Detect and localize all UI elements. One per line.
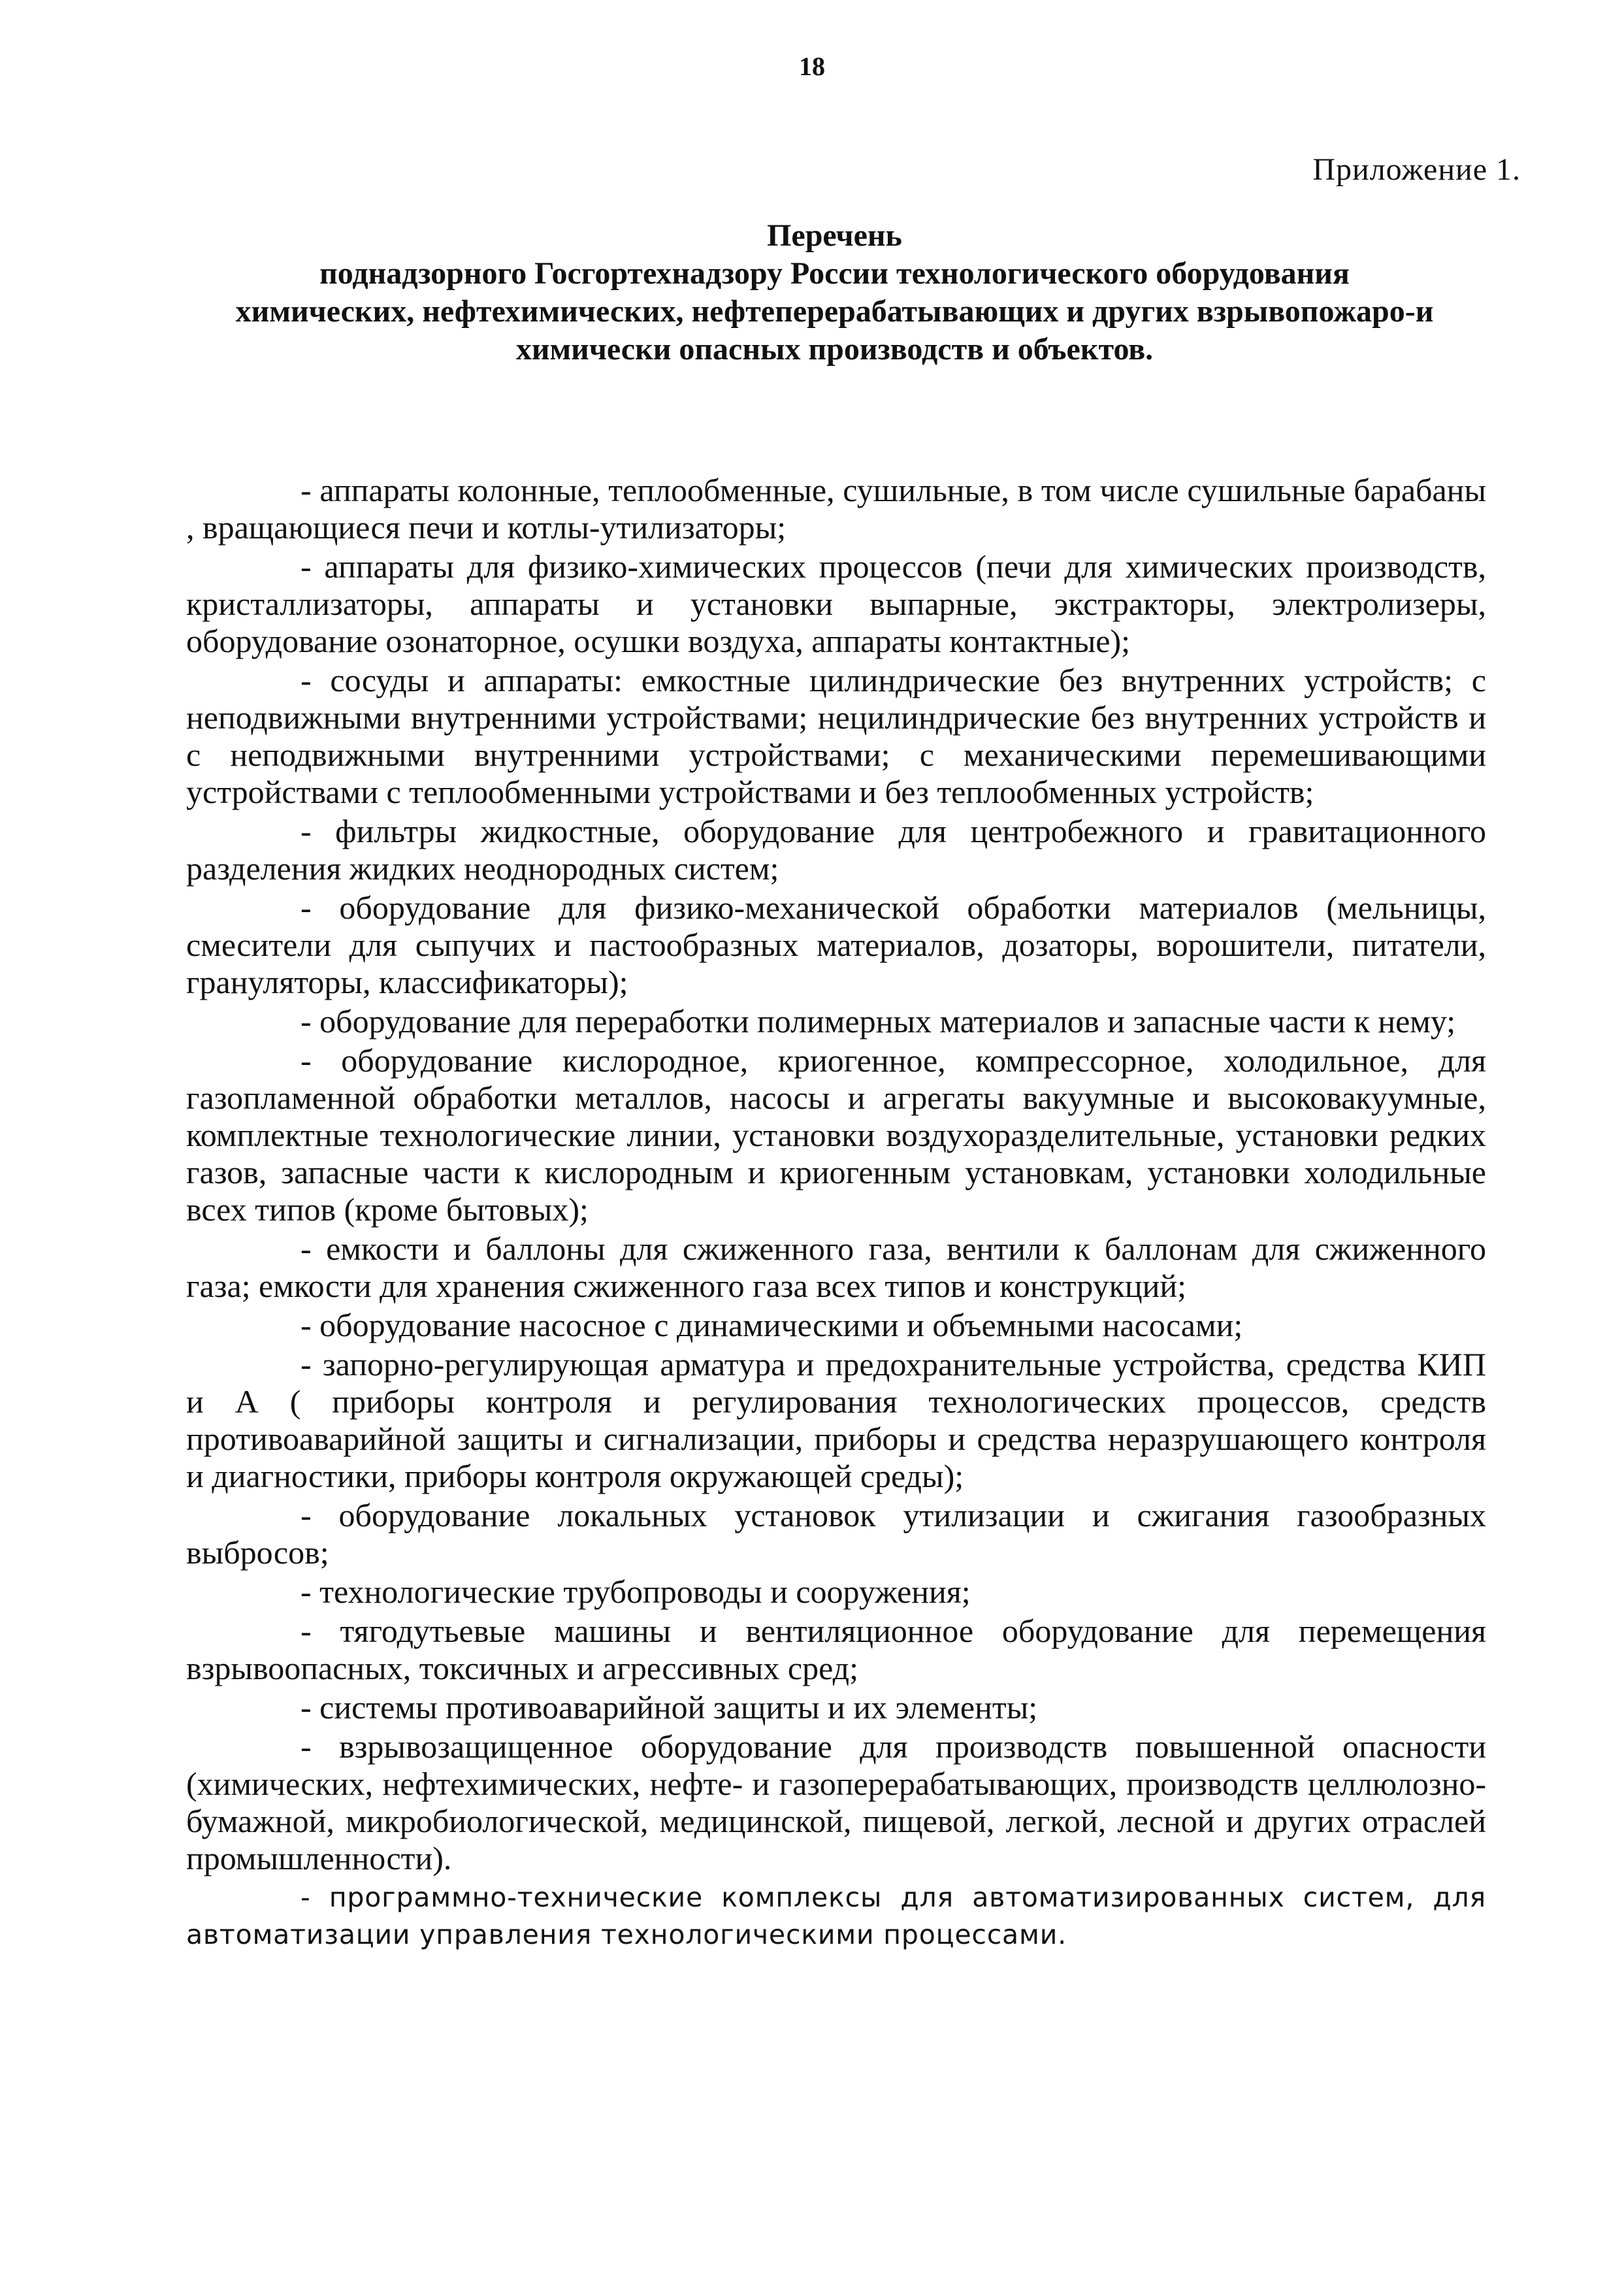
list-item: - оборудование кислородное, криогенное, компрессорное, холодильное, для газопламенной обработки металлов, насосы и агрегаты вакуумные и высоковакуумные, комплектные технологические линии, установки воздухоразделительные, установки редких газов, запасные части к кислородным и криогенным установкам, установки холодильные всех типов (кроме бытовых); bbox=[186, 1042, 1486, 1228]
heading-line-2: поднадзорного Госгортехнадзору России технологического оборудования bbox=[319, 256, 1350, 291]
list-item: - сосуды и аппараты: емкостные цилиндрические без внутренних устройств; с неподвижными внутренними устройствами; нецилиндрические без внутренних устройств и с неподвижными внутренними устройствами; с механическими перемешивающими устройствами с теплообменными устройствами и без теплообменных устройств; bbox=[186, 662, 1486, 810]
heading-title: Перечень bbox=[767, 218, 902, 253]
list-item: - оборудование для переработки полимерных материалов и запасные части к нему; bbox=[300, 1003, 1456, 1040]
document-heading bbox=[196, 217, 1473, 369]
list-item: - аппараты колонные, теплообменные, сушильные, в том числе сушильные барабаны , вращающиеся печи и котлы-утилизаторы; bbox=[186, 472, 1486, 546]
equipment-list bbox=[186, 472, 1486, 1956]
appendix-label: Приложение 1. bbox=[1312, 152, 1521, 187]
list-item: - системы противоаварийной защиты и их элементы; bbox=[300, 1689, 1038, 1726]
list-item: - емкости и баллоны для сжиженного газа, вентили к баллонам для сжиженного газа; емкости для хранения сжиженного газа всех типов и конструкций; bbox=[186, 1230, 1486, 1304]
list-item: - программно-технические комплексы для автоматизированных систем, для автоматизации управления технологическими процессами. bbox=[186, 1882, 1486, 1950]
list-item: - фильтры жидкостные, оборудование для центробежного и гравитационного разделения жидких неоднородных систем; bbox=[186, 813, 1486, 887]
heading-line-3: химических, нефтехимических, нефтеперерабатывающих и других взрывопожаро-и bbox=[235, 294, 1434, 329]
list-item: - взрывозащищенное оборудование для производств повышенной опасности (химических, нефтехимических, нефте- и газоперерабатывающих, производств целлюлозно-бумажной, микробиологической, медицинской, пищевой, легкой, лесной и других отраслей промышленности). bbox=[186, 1728, 1486, 1876]
heading-line-4: химически опасных производств и объектов. bbox=[515, 332, 1154, 367]
page-number: 18 bbox=[799, 52, 825, 81]
list-item: - аппараты для физико-химических процессов (печи для химических производств, кристаллизаторы, аппараты и установки выпарные, экстракторы, электролизеры, оборудование озонаторное, осушки воздуха, аппараты контактные); bbox=[186, 548, 1486, 659]
list-item: - оборудование для физико-механической обработки материалов (мельницы, смесители для сыпучих и пастообразных материалов, дозаторы, ворошители, питатели, грануляторы, классификаторы); bbox=[186, 889, 1486, 1000]
list-item: - запорно-регулирующая арматура и предохранительные устройства, средства КИП и А ( приборы контроля и регулирования технологических процессов, средств противоаварийной защиты и сигнализации, приборы и средства неразрушающего контроля и диагностики, приборы контроля окружающей среды); bbox=[186, 1346, 1486, 1494]
list-item: - технологические трубопроводы и сооружения; bbox=[300, 1573, 971, 1610]
list-item: - тягодутьевые машины и вентиляционное оборудование для перемещения взрывоопасных, токсичных и агрессивных сред; bbox=[186, 1613, 1486, 1686]
list-item: - оборудование локальных установок утилизации и сжигания газообразных выбросов; bbox=[186, 1497, 1486, 1571]
list-item: - оборудование насосное с динамическими и объемными насосами; bbox=[300, 1307, 1243, 1343]
